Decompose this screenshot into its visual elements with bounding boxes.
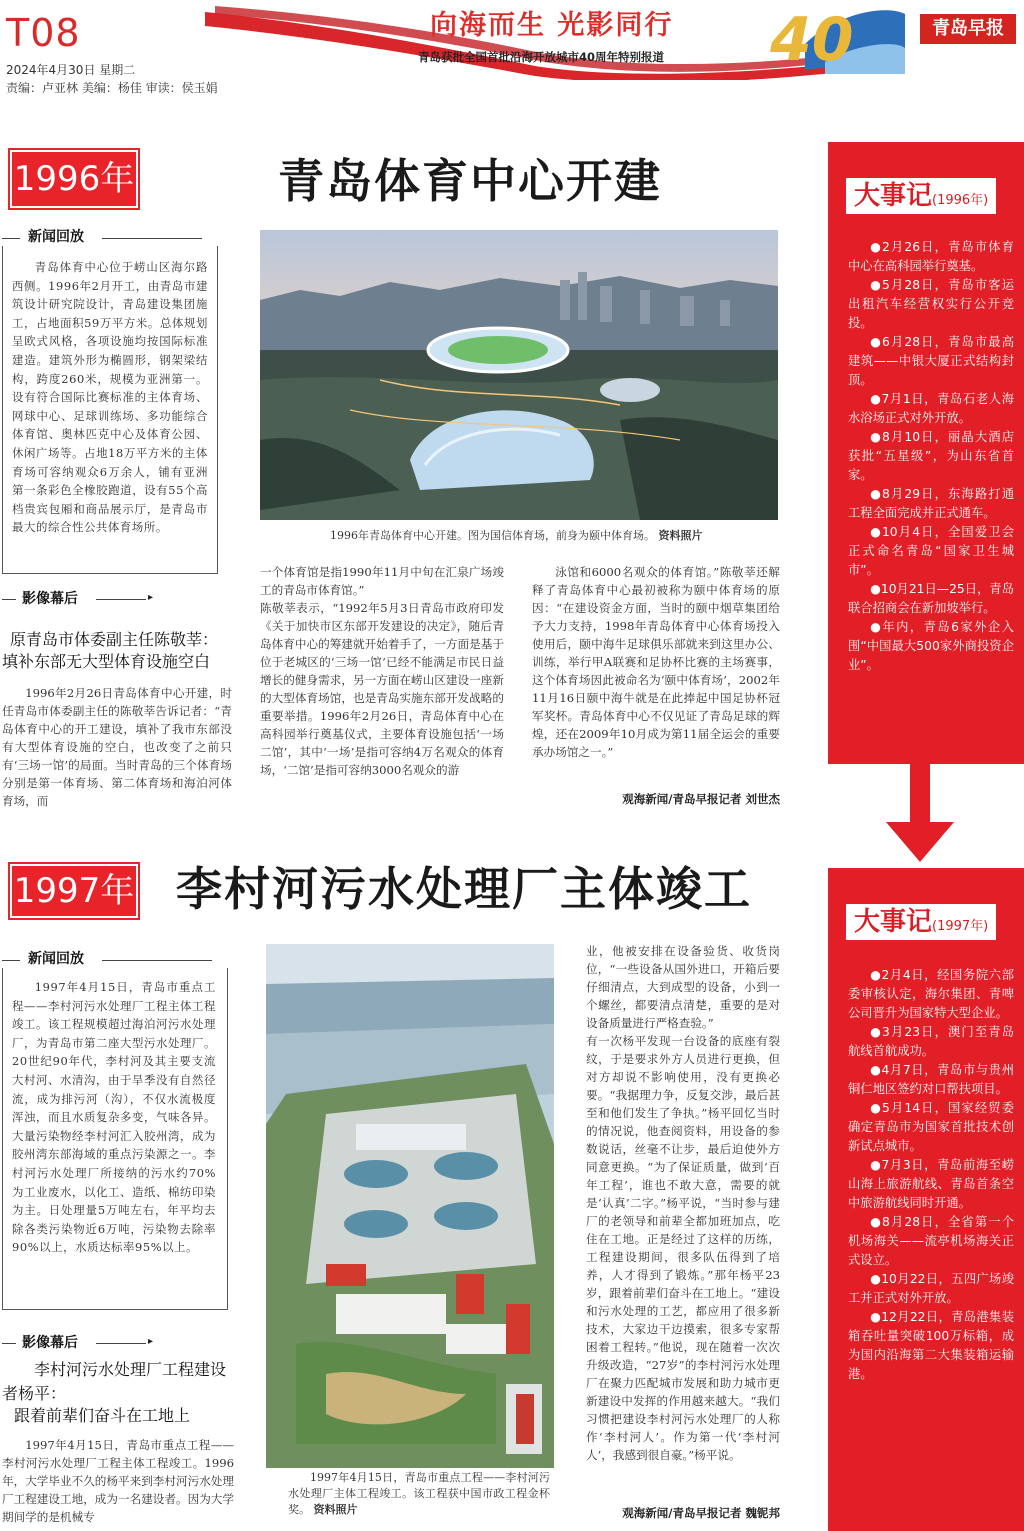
events-list-1996 [848, 238, 1014, 675]
behind-scenes-label: 影像幕后 [22, 591, 78, 607]
photo-credit: 资料照片 [658, 529, 703, 542]
subhead-1996-line2: 填补东部无大型体育设施空白 [2, 652, 211, 671]
stadium-photo [260, 230, 778, 520]
events-title-text: 大事记 [854, 181, 933, 211]
page-number: T08 [6, 11, 81, 55]
article-col3-1997: 业，他被安排在设备验货、收货岗位，“一些设备从国外进口，开箱后要仔细清点，大到成型的设备，小到一个螺丝，都要清点清楚，重要的是对设备质量进行严格查验。” 有一次杨平发现一台设备的底座有裂纹，于是要求外方人员进行更换，但对方却说不影响使用，没有更换必要。“我据理力争，反复交涉，最后甚至和他们发生了争执。”杨平回忆当时的情况说，他查阅资料，用设备的参数说话，丝毫不让步，最后迫使外方同意更换。“为了保证质量，做到‘百年工程’，谁也不敢大意，需要的就是‘认真’二字。”杨平说，“当时参与建厂的老领导和前辈全都加班加点，吃住在工地。正是经过了这样的历练，工程建设期间，很多队伍得到了培养，人才得到了锻炼。”那年杨平23岁，跟着前辈们奋斗在工地上。“建设和污水处理的工艺，都应用了很多新技术，大家边干边摸索，很多专家帮困着工程转。”他说，现在随着一次次升级改造，“27岁”的李村河污水处理厂在聚力匹配城市发展和助力城市更新建设中发挥的作用越来越大。“我们习惯把建设李村河污水处理厂的人称作‘李村河人’。作为第一代‘李村河人’，我感到很自豪。”杨平说。 [586, 944, 780, 1462]
events-title-1997 [846, 904, 996, 940]
byline-1997: 观海新闻/青岛早报记者 魏铌邦 [622, 1506, 780, 1520]
year-tag-1996: 1996年 [10, 150, 138, 208]
news-recap-header-1997 [2, 952, 228, 968]
byline-1996: 观海新闻/青岛早报记者 刘世杰 [622, 792, 780, 806]
news-recap-header [2, 230, 218, 246]
newspaper-logo: 青岛早报 [920, 14, 1016, 44]
event-item: ●5月28日，青岛市客运出租汽车经营权实行公开竞投。 [848, 278, 1014, 330]
news-recap-text-1997: 1997年4月15日，青岛市重点工程——李村河污水处理厂工程主体工程竣工。该工程规模超过海泊河污水处理厂，为青岛市第二座大型污水处理厂。20世纪90年代，李村河及其主要支流大村河、水清沟，由于旱季没有自然径流，成为排污河（沟），不仅水流极度浑浊，而且水质复杂多变，气味各异。大量污染物经李村河汇入胶州湾，成为胶州湾东部海域的重点污染源之一。李村河污水处理厂所接纳的污水约70%为工业废水，以化工、造纸、棉纺印染为主。日处理量5万吨左右，年平均去除各类污染物近6万吨，污染物去除率90%以上，水质达标率95%以上。 [12, 980, 216, 1255]
article-col2-1996: 一个体育馆是指1990年11月中旬在汇泉广场竣工的青岛市体育馆。” 陈敬莘表示，“1992年5月3日青岛市政府印发《关于加快市区东部开发建设的决定》，随后青岛体育中心的筹建就开始着手了，一方面是基于位于老城区的‘三场一馆’已经不能满足市民日益增长的健身需求，另一方面在崂山区建设一座新的大型体育场馆，也是青岛实施东部开发战略的重要举措。1996年2月26日，青岛体育中心在高科园举行奠基仪式，主要体育设施包括‘一场二馆’，其中‘一场’是指可容纳4万名观众的体育场，‘二馆’是指可容纳3000名观众的游 [260, 565, 504, 777]
issue-date: 2024年4月30日 星期二 [6, 63, 136, 77]
photo-credit-1997: 资料照片 [313, 1503, 358, 1516]
event-item: ●12月22日，青岛港集装箱吞吐量突破100万标箱，成为国内沿海第二大集装箱运输港。 [848, 1310, 1014, 1381]
subhead-1997-line2: 跟着前辈们奋斗在工地上 [14, 1406, 191, 1425]
events-title-text-1997: 大事记 [854, 907, 933, 937]
event-item: ●7月1日，青岛石老人海水浴场正式对外开放。 [848, 392, 1014, 425]
event-item: ●5月14日，国家经贸委确定青岛市为国家首批技术创新试点城市。 [848, 1101, 1014, 1153]
down-arrow-icon [880, 764, 960, 864]
event-item: ●7月3日，青岛前海至崂山海上旅游航线、青岛首条空中旅游航线同时开通。 [848, 1158, 1014, 1210]
headline-1996: 青岛体育中心开建 [278, 154, 662, 208]
news-recap-label: 新闻回放 [28, 229, 84, 245]
event-item: ●10月22日，五四广场竣工并正式对外开放。 [848, 1272, 1014, 1305]
event-item: ●年内，青岛6家外企入围“中国最大500家外商投资企业”。 [848, 620, 1014, 672]
article-col3-1996: 泳馆和6000名观众的体育馆。”陈敬莘还解释了青岛体育中心最初被称为颐中体育场的原因：“在建设资金方面，当时的颐中烟草集团给予大力支持，1998年青岛体育中心体育场投入使用后，颐中海牛足球俱乐部就来到这里办公、训练，举行甲A联赛和足协杯比赛的主场赛事，这个体育场因此被命名为‘颐中体育场’，2002年11月16日颐中海牛就是在此捧起中国足协杯冠军奖杯。青岛体育中心不仅见证了青岛足球的辉煌，还在2009年10月成为第11届全运会的重要承办场馆之一。” [532, 565, 780, 759]
photo-caption-1996 [330, 528, 778, 544]
editor-credits: 责编：卢亚林 美编：杨佳 审读：侯玉娟 [6, 81, 218, 95]
banner-title: 向海而生 光影同行 [430, 10, 674, 41]
article-col1-1996: 1996年2月26日青岛体育中心开建，时任青岛市体委副主任的陈敬莘告诉记者：“青岛体育中心的开工建设，填补了我市东部没有大型体育设施的空白，也改变了之前只有‘三场一馆’的局面。当时青岛的三个体育场分别是第一体育场、第二体育场和海泊河体育场，而 [2, 686, 232, 808]
photo-caption-text: 1996年青岛体育中心开建。图为国信体育场，前身为颐中体育场。 [330, 529, 655, 542]
photo-caption-1997 [288, 1470, 550, 1518]
event-item: ●6月28日，青岛市最高建筑——中银大厦正式结构封顶。 [848, 335, 1014, 387]
news-recap-text-1996: 青岛体育中心位于崂山区海尔路西侧。1996年2月开工，由青岛市建筑设计研究院设计，青岛建设集团施工，占地面积59万平方米。总体规划呈欧式风格，各项设施均按国际标准建造。建筑外形为椭圆形，钢架梁结构，跨度260米，规模为亚洲第一。设有符合国际比赛标准的主体育场、网球中心、足球训练场、多功能综合体育馆、奥林匹克中心及体育公园、休闲广场等。占地18万平方米的主体育场可容纳观众6万余人，铺有亚洲第一条彩色全橡胶跑道，设有55个高档贵宾包厢和商品展示厅，是青岛市最大的综合性公共体育场所。 [12, 260, 208, 535]
year-tag-1997: 1997年 [10, 864, 138, 918]
events-panel-1996 [828, 142, 1024, 764]
behind-scenes-header-1996: 影像幕后 ▸ [2, 590, 218, 608]
event-item: ●2月26日，青岛市体育中心在高科园举行奠基。 [848, 240, 1014, 273]
event-item: ●10月4日，全国爱卫会正式命名青岛“国家卫生城市”。 [848, 525, 1014, 577]
events-title-1996 [846, 178, 996, 214]
events-year-1997: (1997年) [932, 919, 989, 934]
news-recap-label-1997: 新闻回放 [28, 951, 84, 967]
event-item: ●3月23日，澳门至青岛航线首航成功。 [848, 1025, 1014, 1058]
subhead-1996-line1: 原青岛市体委副主任陈敬莘： [10, 630, 219, 649]
banner-subtitle: 青岛获批全国首批沿海开放城市40周年特别报道 [418, 50, 665, 64]
events-year: (1996年) [932, 193, 989, 208]
photo-caption-text-1997: 1997年4月15日，青岛市重点工程——李村河污水处理厂主体工程竣工。该工程获中国市政工程金杯奖。 [288, 1471, 550, 1516]
subhead-1997-line1: 李村河污水处理厂工程建设者杨平： [2, 1360, 227, 1403]
headline-1997: 李村河污水处理厂主体竣工 [176, 862, 752, 916]
treatment-plant-photo [266, 944, 554, 1468]
anniversary-40-logo: 40 [770, 5, 854, 75]
events-list-1997 [848, 966, 1014, 1384]
event-item: ●8月10日，丽晶大酒店获批“五星级”，为山东省首家。 [848, 430, 1014, 482]
event-item: ●2月4日，经国务院六部委审核认定，海尔集团、青啤公司晋升为国家特大型企业。 [848, 968, 1014, 1020]
event-item: ●10月21日—25日，青岛联合招商会在新加坡举行。 [848, 582, 1014, 615]
behind-scenes-label-1997: 影像幕后 [22, 1335, 78, 1351]
event-item: ●8月29日，东海路打通工程全面完成并正式通车。 [848, 487, 1014, 520]
event-item: ●4月7日，青岛市与贵州铜仁地区签约对口帮扶项目。 [848, 1063, 1014, 1096]
events-panel-1997 [828, 868, 1024, 1531]
behind-scenes-header-1997: 影像幕后 ▸ [2, 1334, 228, 1352]
article-col1-1997: 1997年4月15日，青岛市重点工程——李村河污水处理厂工程主体工程竣工。1996年，大学毕业不久的杨平来到李村河污水处理厂工程建设工地，成为一名建设者。因为大学期间学的是机械专 [2, 1438, 234, 1524]
event-item: ●8月28日，全省第一个机场海关——流亭机场海关正式设立。 [848, 1215, 1014, 1267]
